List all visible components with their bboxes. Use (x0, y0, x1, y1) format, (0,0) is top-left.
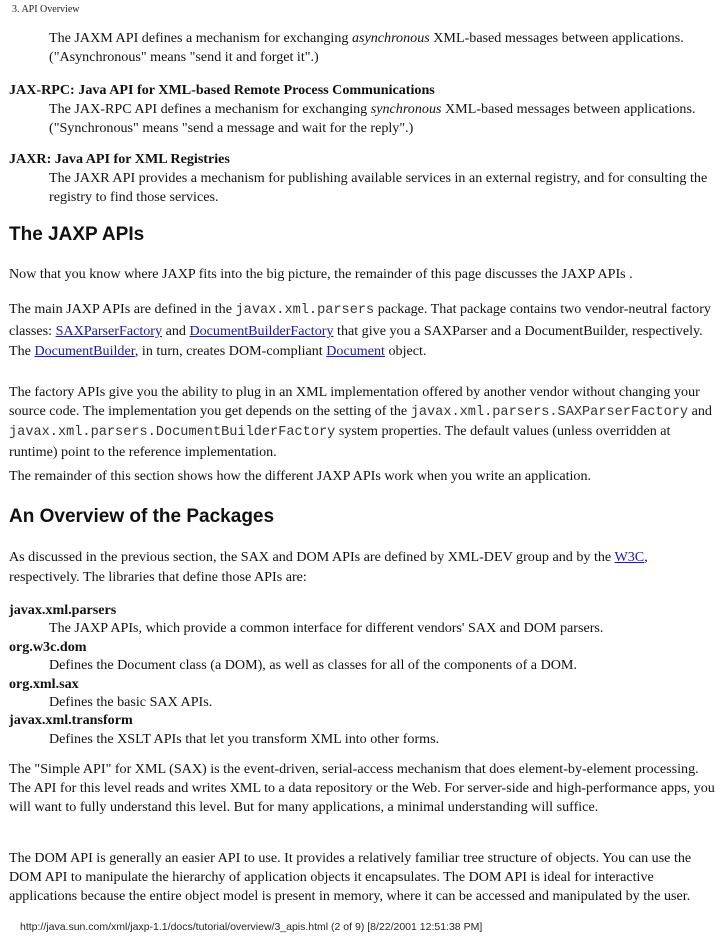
text-run: and (162, 323, 190, 339)
jaxrpc-definition (9, 81, 721, 138)
text-run: The JAXM API defines a mechanism for exchanging (49, 30, 352, 46)
text-run: The factory APIs give you the ability to plug in an XML implementation offered by another vendor without changing your source code. The implementation you get depends on the setting of the (9, 384, 700, 419)
text-run: and (688, 402, 712, 419)
text-run: The JAX-RPC API defines a mechanism for exchanging (49, 101, 371, 117)
text-run: , respectively. The libraries that define those APIs are: (9, 549, 648, 585)
link-documentbuilder[interactable]: DocumentBuilder (34, 343, 135, 359)
jaxr-definition (9, 150, 721, 207)
dom-paragraph: The DOM API is generally an easier API to use. It provides a relatively familiar tree structure of objects. You can use the DOM API to manipulate the hierarchy of application objects it encapsulates. The DOM API is ideal for interactive applications because the entire object model is present in memory, where it can be accessed and manipulated by the user. (9, 850, 692, 904)
page-header: 3. API Overview (12, 4, 80, 15)
package-term: javax.xml.transform (9, 712, 133, 729)
code-package-name: javax.xml.parsers (235, 303, 375, 318)
jaxrpc-term: JAX-RPC: Java API for XML-based Remote Process Communications (9, 82, 435, 98)
jaxp-heading: The JAXP APIs (9, 224, 145, 245)
jaxp-intro-paragraph: Now that you know where JAXP fits into the big picture, the remainder of this page discusses the JAXP APIs . (9, 266, 633, 282)
text-run: The main JAXP APIs are defined in the (9, 301, 236, 317)
jaxp-remainder-paragraph: The remainder of this section shows how the different JAXP APIs work when you write an application. (9, 468, 592, 484)
package-description: Defines the XSLT APIs that let you transform XML into other forms. (49, 730, 440, 747)
packages-heading: An Overview of the Packages (9, 506, 275, 527)
text-run: that give you a SAXParser and a DocumentBuilder, respectively. The (9, 323, 703, 359)
package-term: org.w3c.dom (9, 638, 87, 655)
text-run: system properties. The default values (unless overridden at runtime) point to the reference implementation. (9, 423, 671, 460)
emphasis: synchronous (370, 101, 442, 117)
text-run: XML-based messages between applications. ("Asynchronous" means "send it and forget it".) (49, 30, 684, 65)
page-footer-url: http://java.sun.com/xml/jaxp-1.1/docs/tutorial/overview/3_apis.html (2 of 9) [8/22/2001 12:51:38 PM] (20, 921, 483, 933)
text-run: As discussed in the previous section, the SAX and DOM APIs are defined by XML-DEV group and by the (9, 549, 615, 565)
package-term: org.xml.sax (9, 675, 79, 692)
text-run: XML-based messages between applications. ("Synchronous" means "send a message and wait for the reply".) (49, 101, 696, 136)
package-description: Defines the basic SAX APIs. (49, 694, 213, 711)
code-property-sax: javax.xml.parsers.SAXParserFactory (410, 404, 689, 420)
package-list (9, 601, 721, 748)
link-saxparserfactory[interactable]: SAXParserFactory (55, 323, 163, 339)
jaxm-definition (9, 29, 721, 67)
text-run: object. (384, 343, 427, 359)
link-documentbuilderfactory[interactable]: DocumentBuilderFactory (189, 323, 334, 339)
link-document[interactable]: Document (326, 343, 385, 359)
code-property-dom: javax.xml.parsers.DocumentBuilderFactory (9, 425, 336, 440)
jaxp-main-apis-paragraph (9, 299, 721, 361)
jaxr-description: The JAXR API provides a mechanism for publishing available services in an external registry, and for consulting the registry to find those services. (49, 170, 708, 205)
emphasis: asynchronous (351, 30, 430, 46)
package-description: Defines the Document class (a DOM), as well as classes for all of the components of a DOM. (49, 657, 577, 674)
package-term: javax.xml.parsers (9, 602, 117, 618)
jaxr-term: JAXR: Java API for XML Registries (9, 151, 230, 167)
sax-paragraph: The "Simple API" for XML (SAX) is the event-driven, serial-access mechanism that does element-by-element processing. The API for this level reads and writes XML to a data repository or the Web. For server-side and high-performance apps, you will want to fully understand this level. But for many applications, a minimal understanding will suffice. (9, 761, 715, 815)
jaxm-description (49, 29, 721, 67)
package-description: The JAXP APIs, which provide a common interface for different vendors' SAX and DOM parsers. (49, 620, 604, 637)
link-w3c[interactable]: W3C (614, 549, 645, 565)
jaxp-factory-paragraph (9, 383, 721, 461)
jaxrpc-description (49, 100, 721, 138)
text-run: , in turn, creates DOM-compliant (134, 343, 327, 359)
text-run: package. That package contains two vendor-neutral factory classes: (9, 301, 711, 339)
packages-intro-paragraph (9, 547, 721, 587)
